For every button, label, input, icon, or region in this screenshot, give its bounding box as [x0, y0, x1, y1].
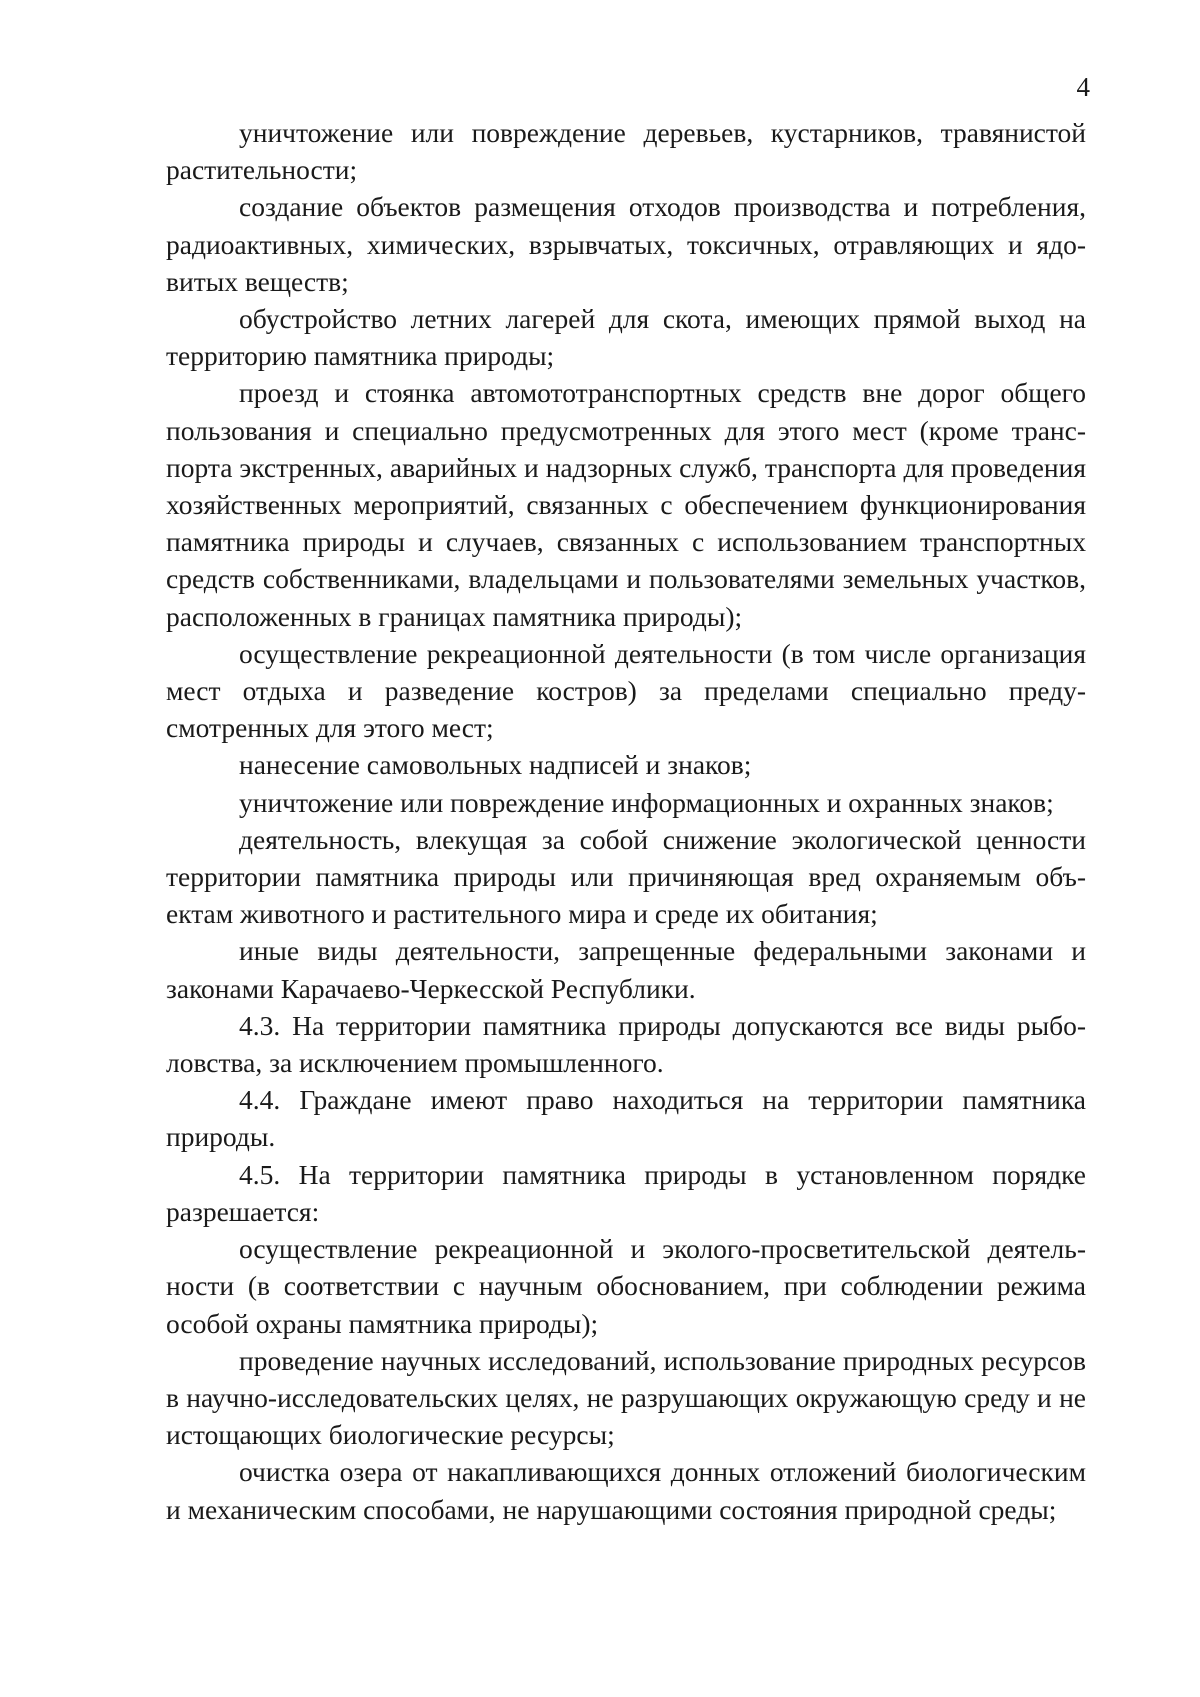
paragraph-ecological-harm: деятельность, влекущая за собой снижение экологической ценности территории памятника природы или причиняющая вред охраняемым объектам животного и растительного мира и среде их обитания; [166, 823, 1086, 930]
paragraph-destroy-info-signs: уничтожение или повреждение информационных и охранных знаков; [239, 786, 1054, 818]
paragraph-other-prohibited: иные виды деятельности, запрещенные федеральными законами и законами Карачаево-Черкесской Республики. [166, 935, 1086, 1004]
paragraph-recreation-education: осуществление рекреационной и эколого-просветительской деятельности (в соответствии с научным обоснованием, при соблюдении режима особой охраны памятника природы); [166, 1233, 1086, 1339]
paragraph-scientific-research: проведение научных исследований, использование природных ресурсов в научно-исследовательских целях, не разрушающих окружающую среду и не истощающих биологические ресурсы; [166, 1344, 1086, 1451]
page-number: 4 [1076, 72, 1090, 102]
paragraph-lake-cleaning: очистка озера от накапливающихся донных отложений биологическим и механическим способами, не нарушающими состояния природной среды; [166, 1456, 1086, 1525]
paragraph-destroy-vegetation: уничтожение или повреждение деревьев, кустарников, травянистой растительности; [166, 117, 1086, 186]
paragraph-vehicle-traffic: проезд и стоянка автомототранспортных средств вне дорог общего пользования и специально предусмотренных для этого мест (кроме транспорта экстренных, аварийных и надзорных служб, транспорта для проведения хозяйственных мероприятий, связанных с обеспечением функционирования памятника природы и случаев, связанных с использованием транспортных средств собственниками, владельцами и пользователями земельных участков, расположенных в границах памятника природы); [166, 377, 1086, 632]
paragraph-section-4-5: 4.5. На территории памятника природы в установленном порядке разрешается: [166, 1158, 1086, 1227]
paragraph-livestock-camps: обустройство летних лагерей для скота, имеющих прямой выход на территорию памятника природы; [166, 303, 1086, 372]
paragraph-unauthorized-signs: нанесение самовольных надписей и знаков; [239, 749, 752, 781]
paragraph-waste-facilities: создание объектов размещения отходов производства и потребления, радиоактивных, химических, взрывчатых, токсичных, отравляющих и ядовитых веществ; [166, 191, 1086, 297]
paragraph-section-4-3: 4.3. На территории памятника природы допускаются все виды рыболовства, за исключением промышленного. [166, 1009, 1086, 1079]
paragraph-section-4-4: 4.4. Граждане имеют право находиться на территории памятника природы. [166, 1084, 1086, 1153]
document-body [166, 114, 1086, 1528]
paragraph-recreation-outside: осуществление рекреационной деятельности (в том числе организация мест отдыха и разведение костров) за пределами специально предусмотренных для этого мест; [166, 637, 1086, 744]
